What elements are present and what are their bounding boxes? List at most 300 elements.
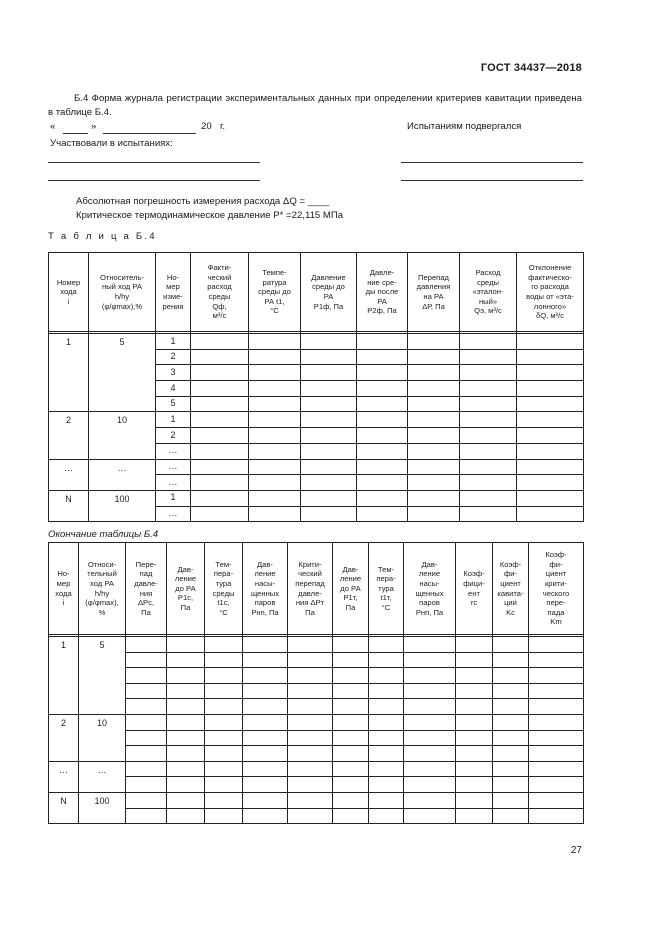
empty-cell — [493, 668, 529, 684]
stroke-number-cell: 2 — [49, 412, 89, 459]
empty-cell — [456, 637, 493, 653]
empty-cell — [333, 668, 369, 684]
empty-cell — [126, 777, 167, 793]
empty-cell — [369, 746, 404, 762]
measurement-number-cell: … — [156, 475, 191, 491]
page-number: 27 — [570, 845, 582, 856]
empty-cell — [167, 808, 205, 824]
header-cell: Но- мер изме- рения — [156, 253, 191, 332]
empty-cell — [167, 652, 205, 668]
empty-cell — [126, 668, 167, 684]
participants-label: Участвовали в испытаниях: — [50, 138, 173, 149]
empty-cell — [288, 792, 333, 808]
empty-cell — [357, 381, 408, 397]
empty-cell — [517, 459, 584, 475]
empty-cell — [456, 746, 493, 762]
relative-position-cell: 10 — [79, 714, 126, 761]
empty-cell — [404, 792, 456, 808]
empty-cell — [249, 475, 301, 491]
header-cell: Факти- ческий расход среды Qф, м³/с — [191, 253, 249, 332]
empty-cell — [408, 381, 460, 397]
empty-cell — [529, 808, 584, 824]
empty-cell — [167, 699, 205, 715]
empty-cell — [191, 475, 249, 491]
empty-cell — [517, 381, 584, 397]
empty-cell — [249, 459, 301, 475]
empty-cell — [408, 443, 460, 459]
empty-cell — [369, 668, 404, 684]
empty-cell — [460, 396, 517, 412]
empty-cell — [404, 683, 456, 699]
stroke-number-cell: 1 — [49, 637, 79, 715]
empty-cell — [517, 490, 584, 506]
empty-cell — [249, 506, 301, 522]
empty-cell — [408, 349, 460, 365]
relative-position-cell: 100 — [79, 792, 126, 823]
table-row — [49, 668, 584, 684]
empty-cell — [493, 683, 529, 699]
table-row — [49, 792, 584, 808]
tested-line-1 — [401, 162, 583, 163]
measurement-number-cell: … — [156, 443, 191, 459]
header-cell: Номер хода i — [49, 253, 89, 332]
empty-cell — [288, 652, 333, 668]
empty-cell — [357, 396, 408, 412]
empty-cell — [529, 761, 584, 777]
empty-cell — [167, 792, 205, 808]
header-cell: Крити- ческий перепад давле- ния ΔPт Па — [288, 543, 333, 635]
empty-cell — [369, 652, 404, 668]
table-row — [49, 761, 584, 777]
relative-position-cell: 5 — [79, 637, 126, 715]
empty-cell — [404, 730, 456, 746]
empty-cell — [205, 668, 243, 684]
empty-cell — [456, 668, 493, 684]
participant-line-1 — [48, 162, 260, 163]
empty-cell — [167, 714, 205, 730]
header-cell: Отклонение фактическо- го расхода воды от «эта- лонного» δQ, м³/с — [517, 253, 584, 332]
empty-cell — [408, 506, 460, 522]
empty-cell — [357, 459, 408, 475]
empty-cell — [460, 428, 517, 444]
empty-cell — [333, 699, 369, 715]
relative-position-cell: 5 — [89, 334, 156, 412]
date-month-blank — [103, 133, 196, 134]
table-row — [49, 652, 584, 668]
empty-cell — [205, 637, 243, 653]
empty-cell — [493, 714, 529, 730]
empty-cell — [369, 637, 404, 653]
stroke-number-cell: N — [49, 490, 89, 521]
empty-cell — [404, 746, 456, 762]
empty-cell — [288, 668, 333, 684]
header-cell: Коэф- фи- циент крити- ческого пере- пада Km — [529, 543, 584, 635]
empty-cell — [460, 381, 517, 397]
header-cell: Дав- ление до РА P1с, Па — [167, 543, 205, 635]
empty-cell — [460, 490, 517, 506]
header-cell: Перепад давления на РА ΔР, Па — [408, 253, 460, 332]
table-row — [49, 699, 584, 715]
empty-cell — [456, 714, 493, 730]
empty-cell — [493, 652, 529, 668]
empty-cell — [126, 808, 167, 824]
empty-cell — [456, 808, 493, 824]
empty-cell — [517, 475, 584, 491]
empty-cell — [167, 668, 205, 684]
empty-cell — [529, 652, 584, 668]
empty-cell — [357, 490, 408, 506]
measurement-number-cell: … — [156, 459, 191, 475]
measurement-number-cell: 5 — [156, 396, 191, 412]
relative-position-cell: … — [79, 761, 126, 792]
header-cell: Дав- ление насы- щенных паров Pнп, Па — [243, 543, 288, 635]
empty-cell — [493, 792, 529, 808]
empty-cell — [408, 412, 460, 428]
measurement-number-cell: 1 — [156, 334, 191, 350]
stroke-number-cell: N — [49, 792, 79, 823]
empty-cell — [243, 746, 288, 762]
table-row — [49, 412, 584, 428]
empty-cell — [517, 334, 584, 350]
table-row — [49, 746, 584, 762]
empty-cell — [408, 334, 460, 350]
empty-cell — [357, 428, 408, 444]
stroke-number-cell: … — [49, 761, 79, 792]
empty-cell — [493, 699, 529, 715]
empty-cell — [249, 443, 301, 459]
empty-cell — [357, 443, 408, 459]
empty-cell — [301, 459, 357, 475]
empty-cell — [456, 730, 493, 746]
empty-cell — [357, 475, 408, 491]
header-cell: Расход среды «эталон- ный» Qэ, м³/с — [460, 253, 517, 332]
empty-cell — [301, 381, 357, 397]
empty-cell — [357, 334, 408, 350]
empty-cell — [205, 792, 243, 808]
empty-cell — [249, 490, 301, 506]
table-title: Т а б л и ц а Б.4 — [48, 231, 157, 242]
empty-cell — [333, 808, 369, 824]
empty-cell — [529, 730, 584, 746]
empty-cell — [301, 428, 357, 444]
empty-cell — [243, 699, 288, 715]
empty-cell — [243, 761, 288, 777]
empty-cell — [301, 365, 357, 381]
empty-cell — [288, 777, 333, 793]
empty-cell — [460, 412, 517, 428]
empty-cell — [517, 428, 584, 444]
header-cell: Коэф- фици- ент rс — [456, 543, 493, 635]
empty-cell — [167, 761, 205, 777]
empty-cell — [301, 334, 357, 350]
empty-cell — [191, 381, 249, 397]
table-row — [49, 637, 584, 653]
table-row — [49, 730, 584, 746]
empty-cell — [529, 699, 584, 715]
registration-table-end — [48, 542, 584, 824]
empty-cell — [460, 349, 517, 365]
empty-cell — [456, 777, 493, 793]
empty-cell — [357, 349, 408, 365]
empty-cell — [243, 668, 288, 684]
header-cell: Но- мер хода i — [49, 543, 79, 635]
empty-cell — [205, 699, 243, 715]
header-cell: Относи- тельный ход РА h/hy (φ/φmax), % — [79, 543, 126, 635]
tested-line-2 — [401, 180, 583, 181]
empty-cell — [408, 475, 460, 491]
table-header-row — [49, 543, 584, 635]
empty-cell — [243, 652, 288, 668]
table-row — [49, 777, 584, 793]
empty-cell — [243, 808, 288, 824]
header-cell: Тем- пера- тура t1т, °C — [369, 543, 404, 635]
empty-cell — [301, 396, 357, 412]
empty-cell — [333, 777, 369, 793]
empty-cell — [167, 777, 205, 793]
measurement-number-cell: 4 — [156, 381, 191, 397]
empty-cell — [493, 777, 529, 793]
empty-cell — [301, 412, 357, 428]
measurement-number-cell: … — [156, 506, 191, 522]
empty-cell — [408, 490, 460, 506]
empty-cell — [460, 459, 517, 475]
empty-cell — [456, 761, 493, 777]
empty-cell — [493, 637, 529, 653]
empty-cell — [191, 459, 249, 475]
empty-cell — [288, 714, 333, 730]
empty-cell — [243, 792, 288, 808]
empty-cell — [529, 714, 584, 730]
empty-cell — [404, 637, 456, 653]
empty-cell — [205, 683, 243, 699]
empty-cell — [404, 761, 456, 777]
table-row — [49, 714, 584, 730]
registration-table — [48, 252, 584, 522]
empty-cell — [369, 777, 404, 793]
empty-cell — [205, 761, 243, 777]
empty-cell — [456, 652, 493, 668]
stroke-number-cell: 2 — [49, 714, 79, 761]
empty-cell — [191, 334, 249, 350]
empty-cell — [301, 475, 357, 491]
table-row — [49, 808, 584, 824]
empty-cell — [529, 746, 584, 762]
empty-cell — [369, 714, 404, 730]
empty-cell — [126, 730, 167, 746]
empty-cell — [460, 334, 517, 350]
empty-cell — [333, 714, 369, 730]
empty-cell — [126, 714, 167, 730]
empty-cell — [249, 396, 301, 412]
empty-cell — [126, 683, 167, 699]
date-quote-close: » — [91, 121, 97, 132]
header-cell: Давле- ние сре- ды после РА P2ф, Па — [357, 253, 408, 332]
empty-cell — [369, 761, 404, 777]
measurement-number-cell: 1 — [156, 412, 191, 428]
empty-cell — [456, 683, 493, 699]
empty-cell — [243, 714, 288, 730]
empty-cell — [333, 792, 369, 808]
measurement-number-cell: 1 — [156, 490, 191, 506]
date-year: 20 — [201, 121, 212, 132]
date-quote-open: « — [50, 121, 56, 132]
empty-cell — [243, 683, 288, 699]
header-cell: Коэф- фи- циент кавита- ции Kс — [493, 543, 529, 635]
header-cell: Давление среды до РА P1ф, Па — [301, 253, 357, 332]
empty-cell — [460, 475, 517, 491]
empty-cell — [167, 730, 205, 746]
relative-position-cell: 100 — [89, 490, 156, 521]
empty-cell — [460, 506, 517, 522]
accuracy-line: Абсолютная погрешность измерения расхода ΔQ = ____ — [76, 196, 330, 207]
empty-cell — [126, 792, 167, 808]
empty-cell — [404, 714, 456, 730]
empty-cell — [205, 714, 243, 730]
empty-cell — [517, 349, 584, 365]
empty-cell — [333, 761, 369, 777]
empty-cell — [243, 730, 288, 746]
empty-cell — [493, 730, 529, 746]
relative-position-cell: 10 — [89, 412, 156, 459]
empty-cell — [517, 396, 584, 412]
empty-cell — [404, 699, 456, 715]
empty-cell — [249, 349, 301, 365]
empty-cell — [333, 652, 369, 668]
empty-cell — [369, 699, 404, 715]
empty-cell — [191, 443, 249, 459]
empty-cell — [517, 412, 584, 428]
date-year-suffix: г. — [220, 121, 225, 132]
empty-cell — [517, 365, 584, 381]
empty-cell — [288, 683, 333, 699]
standard-number: ГОСТ 34437—2018 — [480, 62, 582, 74]
empty-cell — [288, 730, 333, 746]
empty-cell — [493, 808, 529, 824]
empty-cell — [126, 652, 167, 668]
empty-cell — [126, 746, 167, 762]
empty-cell — [243, 637, 288, 653]
empty-cell — [404, 668, 456, 684]
empty-cell — [249, 428, 301, 444]
header-cell: Тем- пера- тура среды t1с, °C — [205, 543, 243, 635]
empty-cell — [205, 808, 243, 824]
empty-cell — [205, 652, 243, 668]
empty-cell — [191, 396, 249, 412]
measurement-number-cell: 2 — [156, 349, 191, 365]
empty-cell — [529, 637, 584, 653]
empty-cell — [243, 777, 288, 793]
empty-cell — [404, 777, 456, 793]
empty-cell — [369, 683, 404, 699]
empty-cell — [301, 490, 357, 506]
empty-cell — [357, 506, 408, 522]
empty-cell — [493, 761, 529, 777]
empty-cell — [205, 746, 243, 762]
empty-cell — [529, 683, 584, 699]
empty-cell — [126, 699, 167, 715]
table-row — [49, 683, 584, 699]
empty-cell — [404, 808, 456, 824]
empty-cell — [333, 730, 369, 746]
table-row — [49, 490, 584, 506]
empty-cell — [191, 428, 249, 444]
empty-cell — [529, 792, 584, 808]
intro-paragraph: Б.4 Форма журнала регистрации экспериментальных данных при определении критериев кавитации приведена в таблице Б.4. — [48, 93, 582, 118]
empty-cell — [126, 761, 167, 777]
empty-cell — [408, 459, 460, 475]
table-continuation-title: Окончание таблицы Б.4 — [48, 529, 159, 540]
empty-cell — [191, 365, 249, 381]
empty-cell — [517, 443, 584, 459]
empty-cell — [460, 365, 517, 381]
header-cell: Темпе- ратура среды до РА t1, °C — [249, 253, 301, 332]
empty-cell — [288, 761, 333, 777]
empty-cell — [408, 396, 460, 412]
empty-cell — [191, 506, 249, 522]
participant-line-2 — [48, 180, 260, 181]
empty-cell — [460, 443, 517, 459]
empty-cell — [167, 746, 205, 762]
header-cell: Пере- пад давле- ния ΔPс, Па — [126, 543, 167, 635]
empty-cell — [369, 808, 404, 824]
measurement-number-cell: 3 — [156, 365, 191, 381]
empty-cell — [529, 777, 584, 793]
empty-cell — [249, 334, 301, 350]
empty-cell — [191, 490, 249, 506]
empty-cell — [126, 637, 167, 653]
empty-cell — [333, 746, 369, 762]
empty-cell — [288, 637, 333, 653]
measurement-number-cell: 2 — [156, 428, 191, 444]
empty-cell — [333, 683, 369, 699]
empty-cell — [288, 746, 333, 762]
stroke-number-cell: 1 — [49, 334, 89, 412]
empty-cell — [249, 365, 301, 381]
table-row — [49, 334, 584, 350]
empty-cell — [205, 777, 243, 793]
date-day-blank — [63, 133, 88, 134]
empty-cell — [288, 699, 333, 715]
empty-cell — [408, 428, 460, 444]
table-row — [49, 459, 584, 475]
empty-cell — [408, 365, 460, 381]
empty-cell — [191, 349, 249, 365]
empty-cell — [301, 443, 357, 459]
empty-cell — [369, 730, 404, 746]
header-cell: Дав- ление насы- щенных паров Pнп, Па — [404, 543, 456, 635]
empty-cell — [301, 349, 357, 365]
empty-cell — [249, 412, 301, 428]
empty-cell — [493, 746, 529, 762]
empty-cell — [456, 792, 493, 808]
empty-cell — [191, 412, 249, 428]
empty-cell — [205, 730, 243, 746]
critical-pressure-line: Критическое термодинамическое давление P* =22,115 МПа — [76, 210, 344, 221]
empty-cell — [357, 365, 408, 381]
empty-cell — [529, 668, 584, 684]
empty-cell — [357, 412, 408, 428]
tested-label: Испытаниям подвергался — [407, 121, 522, 132]
table-header-row — [49, 253, 584, 332]
empty-cell — [167, 683, 205, 699]
empty-cell — [517, 506, 584, 522]
stroke-number-cell: … — [49, 459, 89, 490]
relative-position-cell: … — [89, 459, 156, 490]
empty-cell — [369, 792, 404, 808]
header-cell: Относитель- ный ход РА h/hy (φ/φmax),% — [89, 253, 156, 332]
empty-cell — [288, 808, 333, 824]
empty-cell — [167, 637, 205, 653]
